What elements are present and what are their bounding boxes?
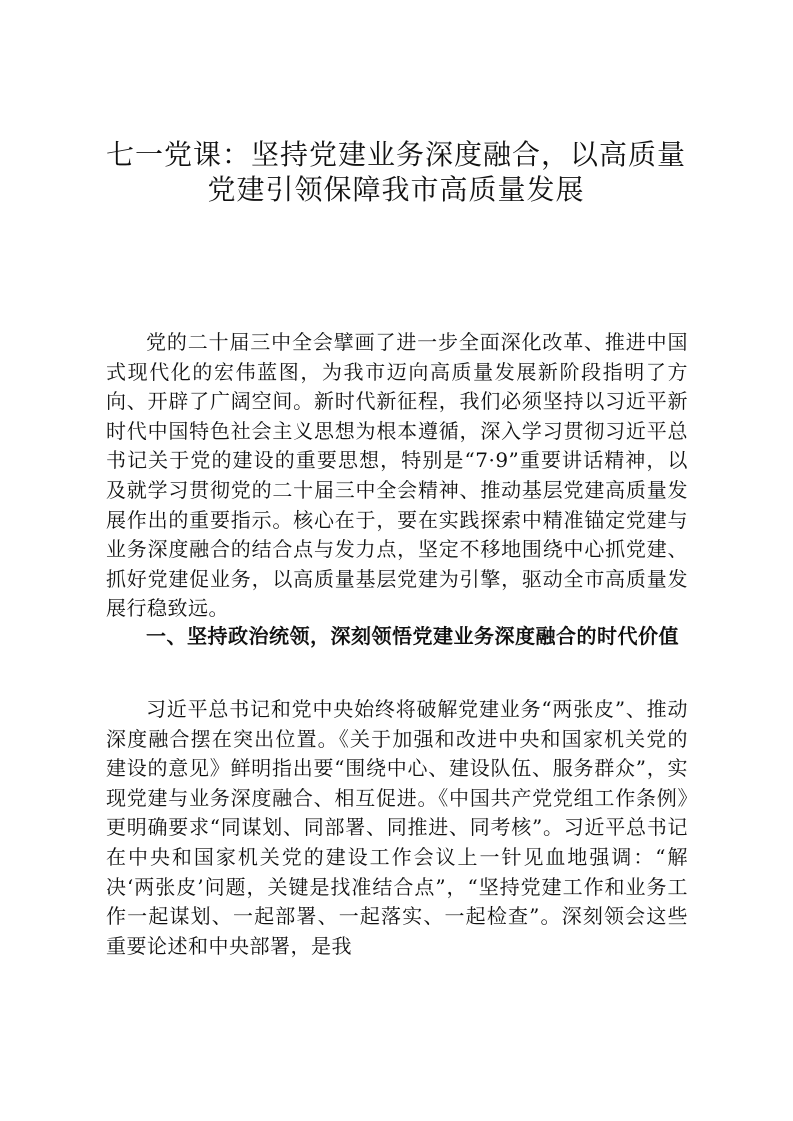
document-title bbox=[96, 137, 696, 207]
title-line-1: 七一党课：坚持党建业务深度融合，以高质量 bbox=[105, 138, 686, 171]
section-1-paragraph: 习近平总书记和党中央始终将破解党建业务“两张皮”、推动深度融合摆在突出位置。《关于加强和改进中央和国家机关党的建设的意见》鲜明指出要“围绕中心、建设队伍、服务群众”，实现党建与业务深度融合、相互促进。《中国共产党党组工作条例》更明确要求“同谋划、同部署、同推进、同考核”。习近平总书记在中央和国家机关党的建设工作会议上一针见血地强调：“解决‘两张皮’问题，关键是找准结合点”，“坚持党建工作和业务工作一起谋划、一起部署、一起落实、一起检查”。深刻领会这些重要论述和中央部署，是我 bbox=[106, 697, 688, 958]
section-heading-1: 一、坚持政治统领，深刻领悟党建业务深度融合的时代价值 bbox=[146, 624, 679, 648]
intro-paragraph: 党的二十届三中全会擘画了进一步全面深化改革、推进中国式现代化的宏伟蓝图，为我市迈向高质量发展新阶段指明了方向、开辟了广阔空间。新时代新征程，我们必须坚持以习近平新时代中国特色社会主义思想为根本遵循，深入学习贯彻习近平总书记关于党的建设的重要思想，特别是“7·9”重要讲话精神，以及就学习贯彻党的二十届三中全会精神、推动基层党建高质量发展作出的重要指示。核心在于，要在实践探索中精准锚定党建与业务深度融合的结合点与发力点，坚定不移地围绕中心抓党建、抓好党建促业务，以高质量基层党建为引擎，驱动全市高质量发展行稳致远。 bbox=[106, 330, 688, 621]
title-line-2: 党建引领保障我市高质量发展 bbox=[207, 173, 585, 206]
